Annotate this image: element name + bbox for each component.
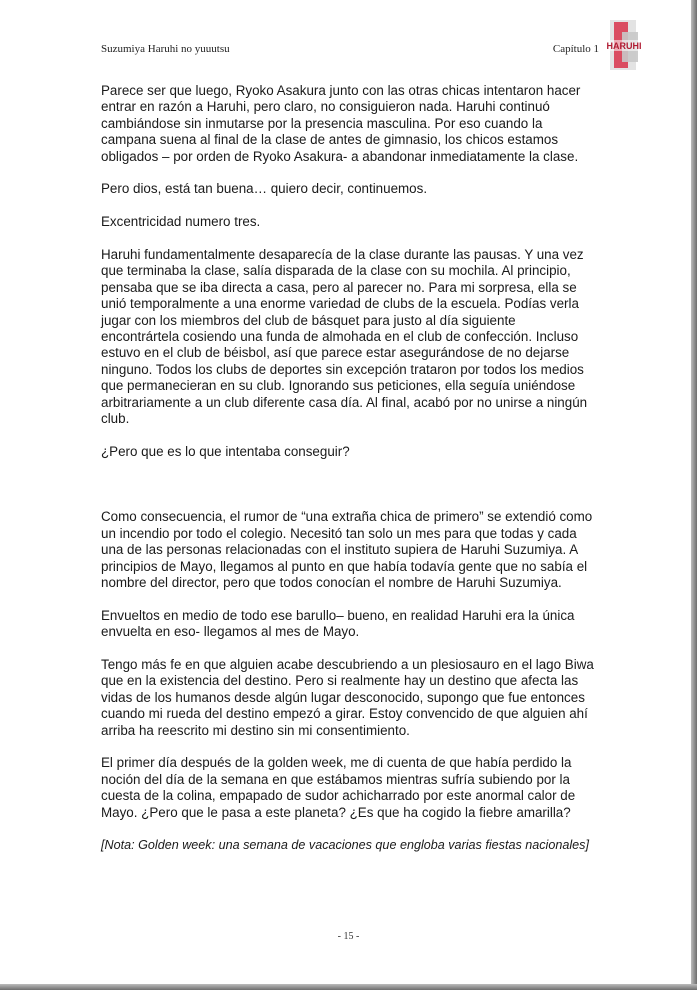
translator-note: [Nota: Golden week: una semana de vacaciones que engloba varias fiestas nacionales]: [101, 838, 589, 853]
document-title: Suzumiya Haruhi no yuuutsu: [101, 43, 230, 55]
haruhi-logo: [604, 18, 644, 73]
paragraph: Tengo más fe en que alguien acabe descubriendo a un plesiosauro en el lago Biwa que en la existencia del destino. Pero si realmente hay un destino que afecta las vidas de los humanos desde algún lugar desconocido, supongo que fue entonces cuando mi rueda del destino empezó a girar. Estoy convencido de que alguien ahí arriba ha reescrito mi destino sin mi consentimiento.: [101, 656, 594, 738]
paragraph: Parece ser que luego, Ryoko Asakura junto con las otras chicas intentaron hacer entrar en razón a Haruhi, pero claro, no consiguieron nada. Haruhi continuó cambiándose sin inmutarse por la presencia masculina. Por eso cuando la campana suena al final de la clase de antes de gimnasio, los chicos estamos obligados – por orden de Ryoko Asakura- a abandonar inmediatamente la clase.: [101, 83, 581, 164]
page-number: - 15 -: [337, 931, 360, 942]
paragraph: Como consecuencia, el rumor de “una extraña chica de primero” se extendió como un incendio por todo el colegio. Necesitó tan solo un mes para que todas y cada una de las personas relacionadas con el instituto supiera de Haruhi Suzumiya. A principios de Mayo, llegamos al punto en que había todavía gente que no sabía el nombre del director, pero que todos conocían el nombre de Haruhi Suzumiya.: [101, 509, 593, 590]
paragraph: ¿Pero que es lo que intentaba conseguir?: [101, 443, 350, 459]
paragraph: Excentricidad numero tres.: [101, 214, 261, 230]
paragraph: El primer día después de la golden week, me di cuenta de que había perdido la noción del día de la semana en que estábamos mientras sufría subiendo por la cuesta de la colina, empapado de sudor achicharrado por este anormal calor de Mayo. ¿Pero que le pasa a este planeta? ¿Es que ha cogido la fiebre amarilla?: [101, 755, 576, 820]
paragraph: Haruhi fundamentalmente desaparecía de la clase durante las pausas. Y una vez que terminaba la clase, salía disparada de la clase con su mochila. Al principio, pensaba que se iba directa a casa, pero al parecer no. Para mi sorpresa, ella se unió temporalmente a una enorme variedad de clubs de la escuela. Podías verla jugar con los miembros del club de básquet para justo al día siguiente encontrártela cosiendo una funda de almohada en el club de confección. Incluso estuvo en el club de béisbol, así que parece estar asegurándose de no dejarse ninguno. Todos los clubs de deportes sin excepción trataron por todos los medios que permanecieran en su club. Ignorando sus peticiones, ella seguía uniéndose arbitrariamente a un club diferente casa día. Al final, acabó por no unirse a ningún club.: [101, 247, 588, 427]
page-shadow-bottom: [0, 984, 697, 990]
paragraph: Pero dios, está tan buena… quiero decir, continuemos.: [101, 181, 428, 197]
paragraph: Envueltos en medio de todo ese barullo– bueno, en realidad Haruhi era la única envuelta en eso- llegamos al mes de Mayo.: [101, 607, 575, 640]
page-shadow-right: [691, 0, 697, 990]
document-body: [101, 83, 596, 870]
chapter-label: Capítulo 1: [552, 43, 599, 55]
logo-text: HARUHI: [606, 41, 642, 51]
